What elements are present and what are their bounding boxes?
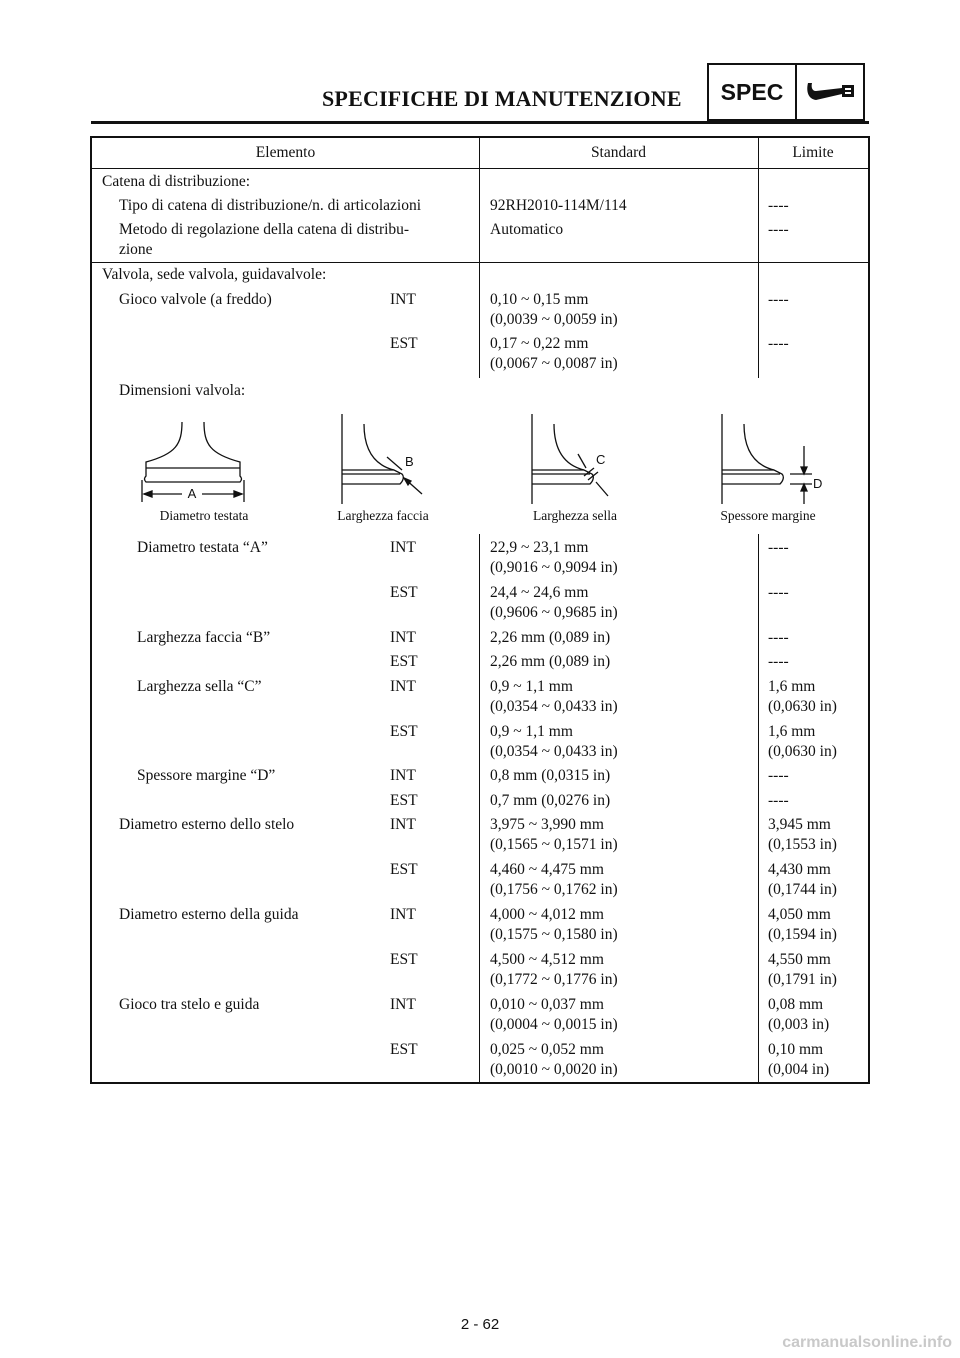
row-type: EST: [390, 861, 418, 878]
row-standard: 22,9 ~ 23,1 mm: [490, 539, 589, 556]
row-label: Gioco valvole (a freddo): [119, 291, 272, 308]
row-limit: ----: [768, 653, 789, 670]
row-label: Diametro esterno dello stelo: [119, 816, 295, 833]
section-title: Catena di distribuzione:: [102, 173, 251, 190]
row-limit: (0,003 in): [768, 1016, 830, 1033]
row-standard: (0,0010 ~ 0,0020 in): [490, 1061, 618, 1078]
row-standard: (0,1756 ~ 0,1762 in): [490, 881, 618, 898]
diagram-label-c: C: [596, 452, 606, 467]
row-label: Spessore margine “D”: [137, 767, 276, 784]
row-standard: 4,000 ~ 4,012 mm: [490, 906, 604, 923]
row-standard: 0,10 ~ 0,15 mm: [490, 291, 589, 308]
row-limit: ----: [768, 792, 789, 809]
row-standard: 2,26 mm (0,089 in): [490, 653, 611, 670]
row-standard: (0,0004 ~ 0,0015 in): [490, 1016, 618, 1033]
row-limit: 1,6 mm: [768, 678, 816, 695]
row-standard: (0,9016 ~ 0,9094 in): [490, 559, 618, 576]
row-label: Gioco tra stelo e guida: [119, 996, 260, 1013]
row-standard: 0,9 ~ 1,1 mm: [490, 678, 573, 695]
row-standard: 4,500 ~ 4,512 mm: [490, 951, 604, 968]
row-standard: (0,1772 ~ 0,1776 in): [490, 971, 618, 988]
row-limit: ----: [768, 197, 789, 214]
header-rule: [91, 121, 869, 124]
row-type: INT: [390, 816, 416, 833]
row-standard: (0,0354 ~ 0,0433 in): [490, 743, 618, 760]
row-standard: 0,9 ~ 1,1 mm: [490, 723, 573, 740]
section-title: Valvola, sede valvola, guidavalvole:: [102, 266, 327, 283]
row-limit: ----: [768, 584, 789, 601]
row-standard: 24,4 ~ 24,6 mm: [490, 584, 589, 601]
row-standard: (0,1565 ~ 0,1571 in): [490, 836, 618, 853]
row-limit: 3,945 mm: [768, 816, 831, 833]
row-limit: ----: [768, 767, 789, 784]
row-standard: 0,8 mm (0,0315 in): [490, 767, 611, 784]
row-standard: 2,26 mm (0,089 in): [490, 629, 611, 646]
row-type: EST: [390, 653, 418, 670]
row-standard: 4,460 ~ 4,475 mm: [490, 861, 604, 878]
row-type: INT: [390, 996, 416, 1013]
diagram-label-a: A: [187, 486, 197, 501]
row-standard: (0,1575 ~ 0,1580 in): [490, 926, 618, 943]
row-type: EST: [390, 335, 418, 352]
row-type: EST: [390, 584, 418, 601]
row-standard: 0,025 ~ 0,052 mm: [490, 1041, 604, 1058]
row-limit: 4,550 mm: [768, 951, 831, 968]
row-type: EST: [390, 951, 418, 968]
spec-badge-label: SPEC: [709, 65, 797, 119]
row-type: INT: [390, 767, 416, 784]
row-standard: (0,0039 ~ 0,0059 in): [490, 311, 618, 328]
row-limit: (0,1553 in): [768, 836, 837, 853]
row-type: INT: [390, 629, 416, 646]
row-standard: (0,9606 ~ 0,9685 in): [490, 604, 618, 621]
row-standard: (0,0354 ~ 0,0433 in): [490, 698, 618, 715]
header-divider: [92, 168, 868, 169]
row-standard: Automatico: [490, 221, 564, 238]
row-label: Diametro testata “A”: [137, 539, 268, 556]
row-limit: 4,050 mm: [768, 906, 831, 923]
row-standard: (0,0067 ~ 0,0087 in): [490, 355, 618, 372]
col-header-standard: Standard: [590, 144, 647, 161]
row-limit: ----: [768, 539, 789, 556]
row-standard: 0,7 mm (0,0276 in): [490, 792, 611, 809]
row-limit: 0,08 mm: [768, 996, 824, 1013]
row-standard: 92RH2010-114M/114: [490, 197, 627, 214]
col-header-elemento: Elemento: [255, 144, 316, 161]
diagram-margin-thickness: [722, 414, 812, 504]
row-label: Tipo di catena di distribuzione/n. di articolazioni: [119, 197, 422, 214]
row-standard: 3,975 ~ 3,990 mm: [490, 816, 604, 833]
diagram-caption: Diametro testata: [159, 508, 249, 523]
diagram-caption: Larghezza faccia: [337, 508, 429, 523]
spec-badge: [707, 63, 865, 121]
row-type: INT: [390, 906, 416, 923]
row-limit: (0,1744 in): [768, 881, 837, 898]
row-type: EST: [390, 1041, 418, 1058]
row-limit: (0,0630 in): [768, 743, 837, 760]
row-limit: ----: [768, 629, 789, 646]
row-limit: (0,1594 in): [768, 926, 837, 943]
col-divider: [758, 534, 759, 1084]
row-limit: ----: [768, 221, 789, 238]
watermark: carmanualsonline.info: [782, 1334, 952, 1351]
diagram-caption: Larghezza sella: [532, 508, 618, 523]
row-limit: (0,004 in): [768, 1061, 830, 1078]
diagram-label-b: B: [405, 454, 414, 469]
row-type: INT: [390, 539, 416, 556]
row-type: INT: [390, 291, 416, 308]
row-label: Larghezza sella “C”: [137, 678, 262, 695]
col-header-limite: Limite: [792, 144, 834, 161]
row-limit: ----: [768, 291, 789, 308]
row-limit: ----: [768, 335, 789, 352]
diagram-caption: Spessore margine: [720, 508, 816, 523]
row-type: EST: [390, 723, 418, 740]
row-type: EST: [390, 792, 418, 809]
col-divider: [479, 138, 480, 378]
row-limit: 0,10 mm: [768, 1041, 824, 1058]
row-label: Larghezza faccia “B”: [137, 629, 271, 646]
valve-diagrams: [132, 414, 852, 504]
row-limit: 1,6 mm: [768, 723, 816, 740]
col-divider: [758, 138, 759, 378]
page-title: SPECIFICHE DI MANUTENZIONE: [322, 86, 682, 111]
page-number: 2 - 62: [460, 1316, 500, 1333]
row-label: Metodo di regolazione della catena di distribu-: [119, 221, 410, 238]
row-type: INT: [390, 678, 416, 695]
col-divider: [479, 534, 480, 1084]
wrench-icon: [797, 65, 863, 119]
row-limit: (0,0630 in): [768, 698, 837, 715]
row-limit: 4,430 mm: [768, 861, 831, 878]
row-standard: 0,17 ~ 0,22 mm: [490, 335, 589, 352]
spec-table: [90, 136, 870, 1084]
dimensions-label: Dimensioni valvola:: [119, 382, 246, 399]
row-limit: (0,1791 in): [768, 971, 837, 988]
row-label: Diametro esterno della guida: [119, 906, 299, 923]
section-divider: [92, 262, 868, 263]
diagram-label-d: D: [813, 476, 823, 491]
row-label: zione: [119, 241, 153, 258]
row-standard: 0,010 ~ 0,037 mm: [490, 996, 604, 1013]
